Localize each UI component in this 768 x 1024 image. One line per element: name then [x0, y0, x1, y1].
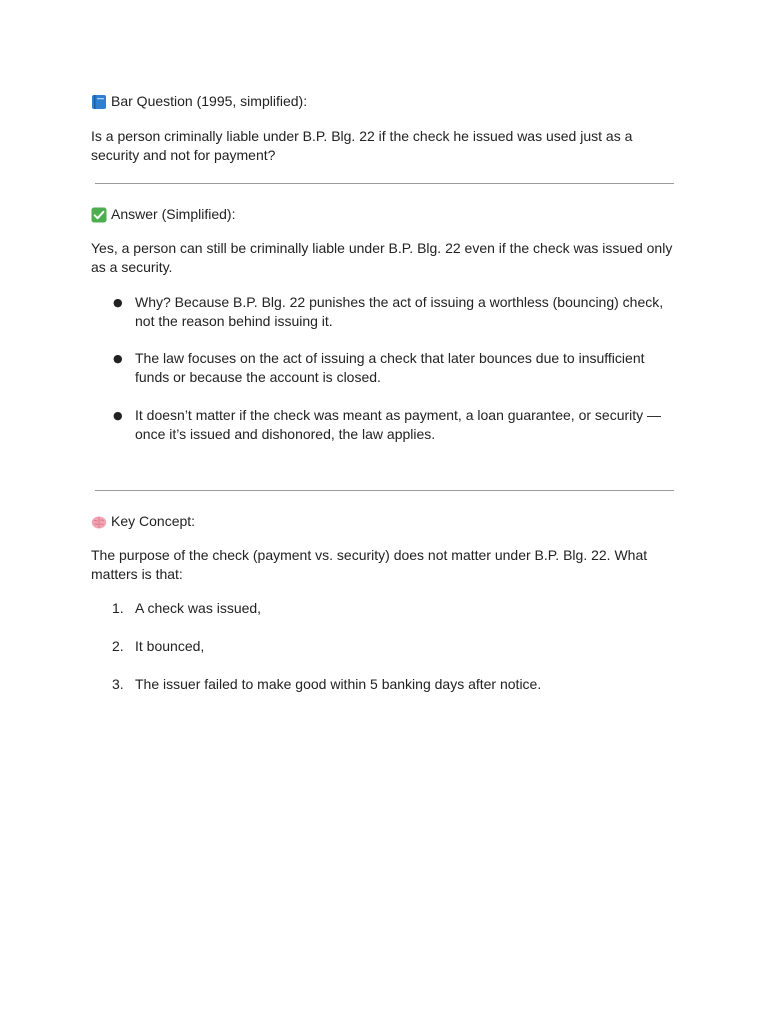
blue-book-icon: [91, 94, 107, 110]
question-text: Is a person criminally liable under B.P. Blg. 22 if the check he issued was used just as a security and not for payment?: [91, 128, 633, 163]
key-concept-numbered-list: [91, 599, 681, 694]
bullet-dot: ●: [113, 296, 123, 309]
list-item: [91, 599, 681, 618]
bullet-text: Why? Because B.P. Blg. 22 punishes the act of issuing a worthless (bouncing) check, not the reason behind issuing it.: [135, 294, 664, 329]
key-concept-text: The purpose of the check (payment vs. security) does not matter under B.P. Blg. 22. What matters is that:: [91, 547, 648, 582]
key-concept-heading: [91, 512, 681, 531]
list-number: 2.: [112, 638, 124, 654]
answer-heading: [91, 205, 681, 224]
list-number: 1.: [112, 600, 124, 616]
list-item: [91, 406, 681, 444]
list-item: [91, 637, 681, 656]
list-item: [91, 675, 681, 694]
question-heading-label: Bar Question (1995, simplified):: [111, 93, 308, 109]
list-item-text: It bounced,: [135, 638, 205, 654]
green-check-icon: [91, 207, 107, 223]
list-item: [91, 293, 681, 331]
brain-icon: [91, 514, 107, 530]
question-heading: [91, 92, 681, 111]
answer-heading-label: Answer (Simplified):: [111, 206, 236, 222]
list-item-text: The issuer failed to make good within 5 banking days after notice.: [135, 676, 542, 692]
answer-bullet-list: [91, 293, 681, 444]
list-item-text: A check was issued,: [135, 600, 262, 616]
answer-text: Yes, a person can still be criminally liable under B.P. Blg. 22 even if the check was issued only as a security.: [91, 240, 673, 275]
key-concept-heading-label: Key Concept:: [111, 513, 196, 529]
bullet-dot: ●: [113, 352, 123, 365]
bullet-text: It doesn’t matter if the check was meant as payment, a loan guarantee, or security — once it’s issued and dishonored, the law applies.: [135, 407, 662, 442]
bullet-text: The law focuses on the act of issuing a check that later bounces due to insufficient funds or because the account is closed.: [135, 350, 645, 385]
list-item: [91, 349, 681, 387]
list-number: 3.: [112, 676, 124, 692]
document-page: [91, 92, 681, 694]
bullet-dot: ●: [113, 409, 123, 422]
